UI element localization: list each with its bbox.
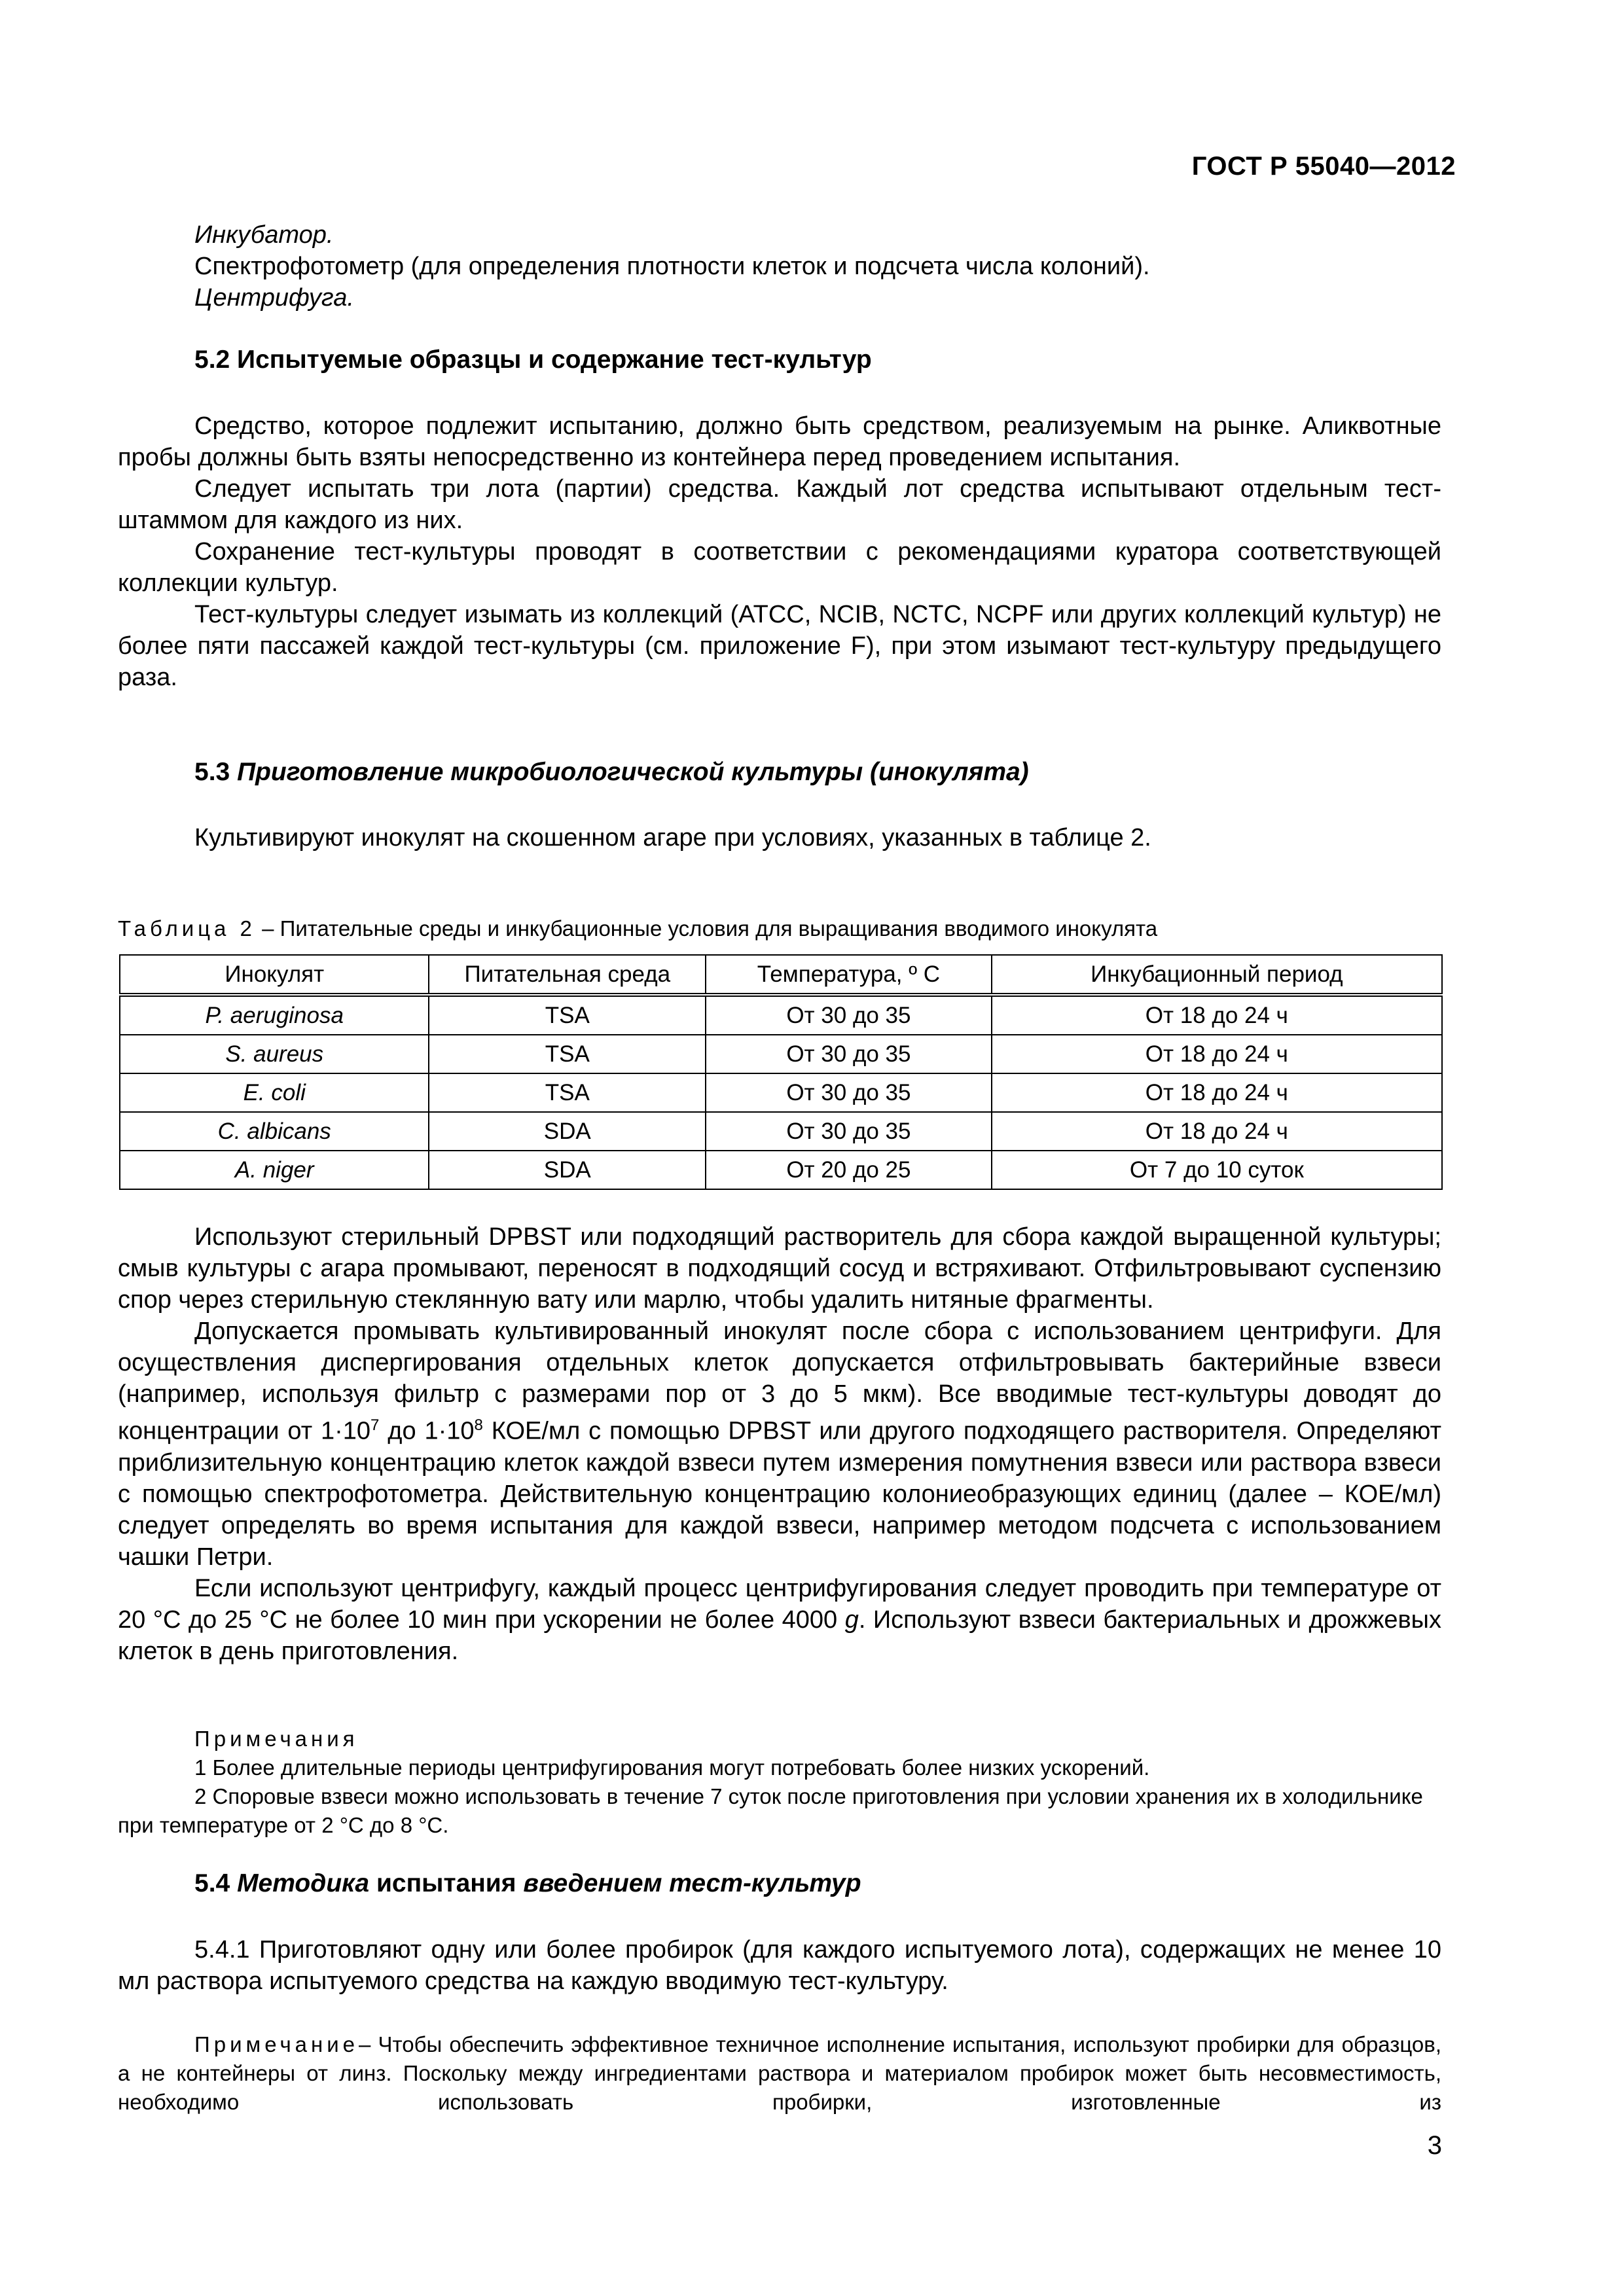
table-2-caption-text: – Питательные среды и инкубационные условия для выращивания вводимого инокулята: [255, 916, 1158, 941]
section-5-4-title-part-1: Методика: [237, 1869, 370, 1897]
table-header-cell: Питательная среда: [429, 955, 706, 995]
after-table-body: [118, 1221, 1441, 1667]
table-cell-medium: TSA: [429, 1035, 706, 1073]
table-cell-medium: SDA: [429, 1151, 706, 1189]
table-2-caption-label: Таблица 2: [118, 916, 256, 941]
table-cell-temperature: От 30 до 35: [706, 1112, 992, 1151]
table-cell-inoculum: S. aureus: [120, 1035, 429, 1073]
section-5-4-title: [194, 1869, 861, 1898]
section-5-3-body: [118, 822, 1441, 853]
table-cell-period: От 18 до 24 ч: [992, 995, 1442, 1035]
section-5-2-paragraph-3: Сохранение тест-культуры проводят в соответствии с рекомендациями куратора соответствующей коллекции культур.: [118, 538, 1441, 597]
table-row: [120, 1073, 1442, 1112]
section-5-4-body: [118, 1934, 1441, 1997]
exponent-7: 7: [370, 1416, 380, 1434]
culture-collection-paragraph: Используют стерильный DPBST или подходящий растворитель для сбора каждой выращенной культуры; смыв культуры с агара промывают, переносят в подходящий сосуд и встряхивают. Отфильтровывают суспензию спор через стерильную стеклянную вату или марлю, чтобы удалить нитяные фрагменты.: [118, 1223, 1441, 1314]
centrifuge-concentration-paragraph: [118, 1316, 1441, 1573]
table-cell-inoculum: E. coli: [120, 1073, 429, 1112]
table-2: [119, 954, 1443, 1190]
concentration-text-part-2: до 1·10: [379, 1417, 475, 1445]
centrifuge-text-part-2: . Используют взвеси бактериальных и дрожжевых клеток в день приготовления.: [118, 1605, 1441, 1665]
acceleration-unit-g: g: [844, 1605, 859, 1634]
table-cell-inoculum: C. albicans: [120, 1112, 429, 1151]
section-5-3-paragraph-1: Культивируют инокулят на скошенном агаре при условиях, указанных в таблице 2.: [194, 824, 1151, 852]
section-5-2-body: [118, 410, 1441, 693]
table-cell-period: От 18 до 24 ч: [992, 1112, 1442, 1151]
centrifuge-conditions-paragraph: [118, 1573, 1441, 1667]
note-tubes-label: Примечание: [194, 2032, 359, 2056]
table-row: [120, 1035, 1442, 1073]
table-header-cell: Инокулят: [120, 955, 429, 995]
section-5-2-paragraph-4: Тест-культуры следует изымать из коллекций (АТСС, NCIB, NCTC, NCPF или других коллекций культур) не более пяти пассажей каждой тест-культуры (см. приложение F), при этом изымают тест-культуру предыдущего раза.: [118, 601, 1441, 691]
table-row: [120, 995, 1442, 1035]
table-cell-inoculum: P. aeruginosa: [120, 995, 429, 1035]
section-5-4-title-part-3: введением тест-культур: [523, 1869, 861, 1897]
note-2: 2 Споровые взвеси можно использовать в течение 7 суток после приготовления при условии хранения их в холодильнике при температуре от 2 °С до 8 °С.: [118, 1784, 1423, 1837]
document-header-number: ГОСТ Р 55040—2012: [1191, 152, 1456, 181]
concentration-text-part-3: КОЕ/мл с помощью DPBST или другого подходящего растворителя. Определяют приблизительную концентрацию клеток каждой взвеси путем измерения помутнения взвеси или раствора взвеси с помощью спектрофотометра. Действительную концентрацию колониеобразующих единиц (далее – КОЕ/мл) следует определять во время испытания для каждой взвеси, например методом подсчета с использованием чашки Петри.: [118, 1417, 1441, 1571]
section-5-2-paragraph-2: Следует испытать три лота (партии) средства. Каждый лот средства испытывают отдельным тест-штаммом для каждого из них.: [118, 475, 1441, 534]
table-cell-temperature: От 20 до 25: [706, 1151, 992, 1189]
section-5-4-number: 5.4: [194, 1869, 230, 1897]
section-5-2-paragraph-1: Средство, которое подлежит испытанию, должно быть средством, реализуемым на рынке. Аликвотные пробы должны быть взяты непосредственно из контейнера перед проведением испытания.: [118, 412, 1441, 471]
table-header-cell: Температура, º С: [706, 955, 992, 995]
table-cell-medium: TSA: [429, 995, 706, 1035]
table-cell-medium: SDA: [429, 1112, 706, 1151]
table-header-row: [120, 955, 1442, 995]
note-1: 1 Более длительные периоды центрифугирования могут потребовать более низких ускорений.: [194, 1755, 1150, 1780]
table-cell-temperature: От 30 до 35: [706, 1035, 992, 1073]
equipment-item-centrifuge: Центрифуга.: [194, 284, 354, 312]
table-cell-period: От 18 до 24 ч: [992, 1073, 1442, 1112]
page-number: 3: [1427, 2131, 1442, 2160]
section-5-4-title-part-2: испытания: [376, 1869, 516, 1897]
table-cell-inoculum: A. niger: [120, 1151, 429, 1189]
section-5-4-1-paragraph: 5.4.1 Приготовляют одну или более пробирок (для каждого испытуемого лота), содержащих не менее 10 мл раствора испытуемого средства на каждую вводимую тест-культуру.: [118, 1936, 1441, 1995]
table-row: [120, 1151, 1442, 1189]
equipment-item-incubator: Инкубатор.: [194, 221, 334, 249]
table-cell-period: От 18 до 24 ч: [992, 1035, 1442, 1073]
note-tubes: [118, 2030, 1441, 2117]
note-tubes-text: – Чтобы обеспечить эффективное техничное исполнение испытания, используют пробирки для образцов, а не контейнеры от линз. Поскольку между ингредиентами раствора и материалом пробирок может быть несовместимость, необходимо использовать пробирки, изготовленные из: [118, 2032, 1441, 2114]
table-row: [120, 1112, 1442, 1151]
concentration-text-part-1: Допускается промывать культивированный инокулят после сбора с использованием центрифуги. Для осуществления диспергирования отдельных клеток допускается отфильтровывать бактерийные взвеси (например, используя фильтр с размерами пор от 3 до 5 мкм). Все вводимые тест-культуры доводят до концентрации от 1·10: [118, 1318, 1441, 1445]
table-cell-temperature: От 30 до 35: [706, 995, 992, 1035]
table-cell-medium: TSA: [429, 1073, 706, 1112]
section-5-3-title: [194, 758, 1029, 787]
exponent-8: 8: [474, 1416, 483, 1434]
section-5-3-number: 5.3: [194, 758, 230, 786]
table-cell-period: От 7 до 10 суток: [992, 1151, 1442, 1189]
note-tubes-block: [118, 2030, 1441, 2117]
equipment-item-spectrophotometer: Спектрофотометр (для определения плотности клеток и подсчета числа колоний).: [194, 253, 1150, 280]
notes-label: Примечания: [194, 1727, 359, 1751]
table-2-caption: [118, 916, 1157, 941]
section-5-2-title: 5.2 Испытуемые образцы и содержание тест-культур: [194, 346, 872, 374]
table-header-cell: Инкубационный период: [992, 955, 1442, 995]
notes-block: [118, 1725, 1441, 1840]
section-5-3-title-text: Приготовление микробиологической культуры (инокулята): [237, 758, 1029, 786]
table-cell-temperature: От 30 до 35: [706, 1073, 992, 1112]
centrifuge-text-part-1: Если используют центрифугу, каждый процесс центрифугирования следует проводить при температуре от 20 °С до 25 °С не более 10 мин при ускорении не более 4000: [118, 1574, 1441, 1634]
